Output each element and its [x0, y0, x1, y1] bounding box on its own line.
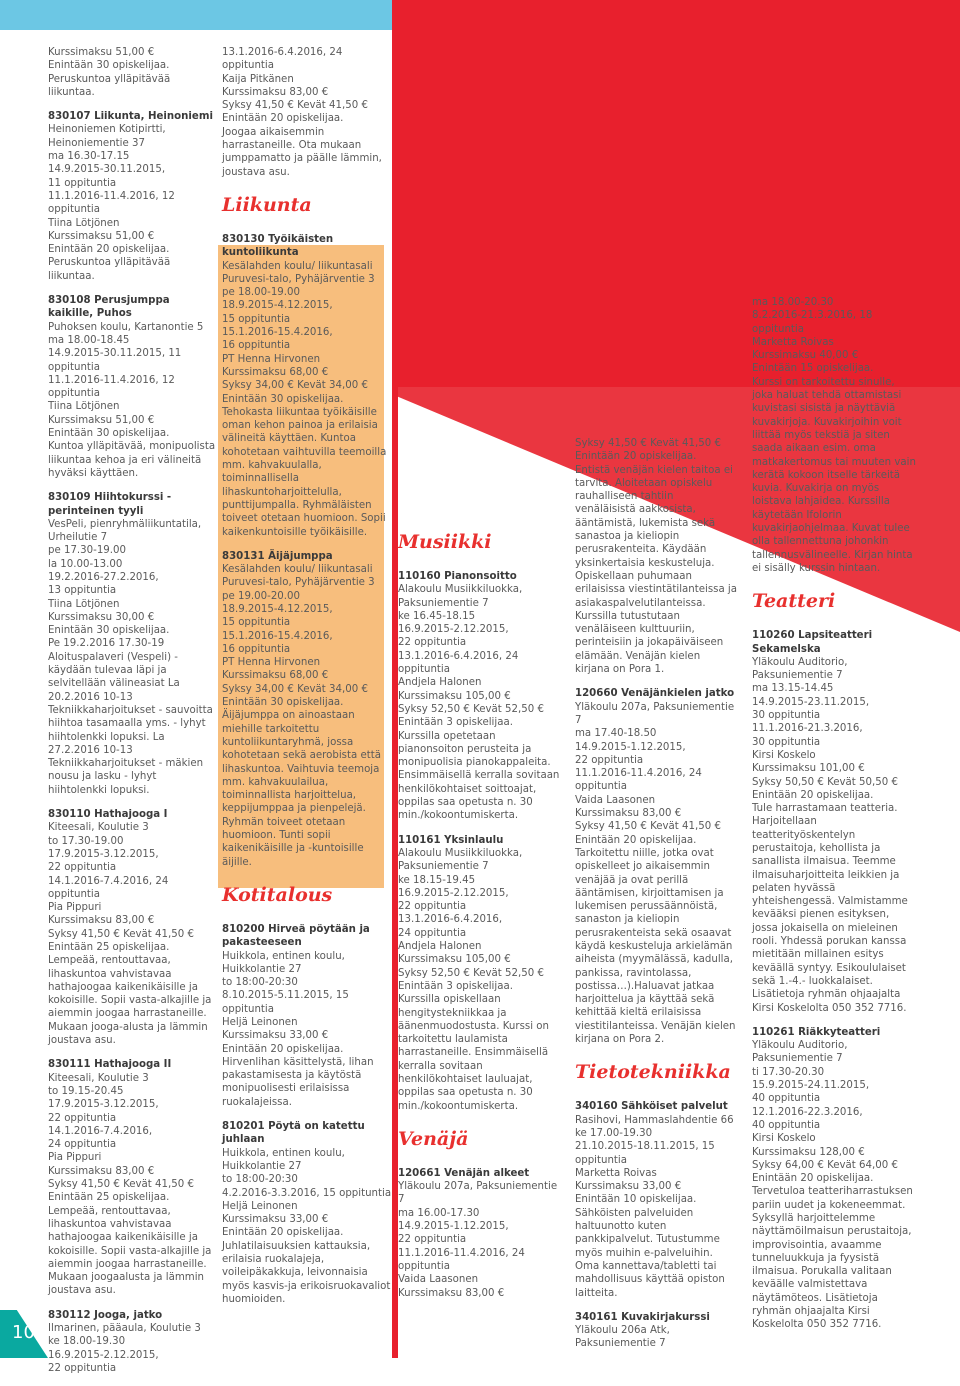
top-blue-bar	[0, 0, 392, 30]
course-title: 110261 Riäkkyteatteri	[752, 1026, 881, 1038]
course-block	[48, 294, 216, 480]
course-title: 340160 Sähköiset palvelut	[575, 1101, 728, 1113]
course-title: 810201 Pöytä on katettu juhlaan	[222, 1121, 365, 1146]
column-4	[575, 437, 737, 1362]
course-body: Puhoksen koulu, Kartanontie 5 ma 18.00-18.45 14.9.2015-30.11.2015, 11 oppituntia 11.1.2016-11.4.2016, 12 oppituntia Tiina Lötjönen Kurssimaksu 51,00 € Enintään 30 opiskelijaa. Kuntoa ylläpitävää, monipuolista liikuntaa kehoa ja eri välineitä hyväksi käyttäen.	[48, 321, 216, 479]
course-body: Alakoulu Musiikkiluokka, Paksuniementie 7 ke 18.15-19.45 16.9.2015-2.12.2015, 22 oppituntia 13.1.2016-6.4.2016, 24 oppituntia Andjela Halonen Kurssimaksu 105,00 € Syksy 52,50 € Kevät 52,50 € Enintään 3 opiskelijaa. Kurssilla opiskellaan hengitystekniikkaa ja äänenmuodostusta. Kurssi on tarkoitettu laulamista harrastaneille. Ensimmäisellä kerralla sovitaan henkilökohtaiset lauluajat, oppilas saa opetusta n. 30 min./kokoontumiskerta.	[398, 847, 549, 1112]
course-block	[222, 550, 392, 869]
course-block	[48, 1058, 216, 1297]
column-1	[48, 46, 216, 1386]
course-title: 120661 Venäjän alkeet	[398, 1167, 530, 1179]
course-body: Huikkola, entinen koulu, Huikkolantie 27 to 18:00-20:30 4.2.2016-3.3.2016, 15 oppituntia Heljä Leinonen Kurssimaksu 33,00 € Enintään 20 opiskelijaa. Juhlatilaisuuksien kattauksia, erilaisia ruokalajeja, voileipäkakkuja, leivonnaisia myös kasvis-ja erikoisruokavaliot huomioiden.	[222, 1147, 392, 1305]
page-number: 10	[12, 1322, 35, 1343]
course-block	[575, 1311, 737, 1351]
course-body: Ilmarinen, pääaula, Koulutie 3 ke 18.00-19.30 16.9.2015-2.12.2015, 22 oppituntia	[48, 1323, 201, 1374]
course-body: Kesälahden koulu/ liikuntasali Puruvesi-talo, Pyhäjärventie 3 pe 19.00-20.00 18.9.2015-4.12.2015, 15 oppituntia 15.1.2016-15.4.2016, 16 oppituntia PT Henna Hirvonen Kurssimaksu 68,00 € Syksy 34,00 € Kevät 34,00 € Enintään 30 opiskelijaa. Äijäjumppa on ainoastaan miehille tarkoitettu kuntoliikuntaryhmä, jossa kohotetaan sekä aerobista että lihaskuntoa. Vaihtuvia teemoja mm. kahvakuulailua, toiminnallista harjoittelua, keppijumppaa ja pienpelejä. Ryhmän toiveet otetaan huomioon. Tunti sopii kaikenikäisille ja -kuntoisille äijille.	[222, 564, 381, 868]
course-title: 830109 Hiihtokurssi - perinteinen tyyli	[48, 492, 172, 517]
course-title: 120660 Venäjänkielen jatko	[575, 688, 735, 700]
course-block	[752, 296, 917, 575]
course-body: Yläkoulu 207a, Paksuniementie 7 ma 17.40-18.50 14.9.2015-1.12.2015, 22 oppituntia 11.1.2016-11.4.2016, 24 oppituntia Vaida Laasonen Kurssimaksu 83,00 € Syksy 41,50 € Kevät 41,50 € Enintään 20 opiskelijaa. Tarkoitettu niille, jotka ovat opiskelleet jo aikaisemmin venäjää ja ovat perillä ääntämisen, kirjoittamisen ja lukemisen perussäännöistä, sanaston ja kieliopin perusrakenteista sekä osaavat käydä keskusteluja arkielämän aiheista (myymälässä, kadulla, pankissa, ravintolassa, postissa…).Haluavat jatkaa harjoittelua ja käyttää sekä kehittää kieltä erilaisissa viestitilanteissa. Venäjän kielen kirjana on Pora 2.	[575, 701, 736, 1046]
course-body: Heinoniemen Kotipirtti, Heinoniementie 37 ma 16.30-17.15 14.9.2015-30.11.2015, 11 oppituntia 11.1.2016-11.4.2016, 12 oppituntia Tiina Lötjönen Kurssimaksu 51,00 € Enintään 20 opiskelijaa. Peruskuntoa ylläpitävää liikuntaa.	[48, 124, 175, 282]
course-block	[575, 687, 737, 1046]
course-title: 810200 Hirveä pöytään ja pakasteeseen	[222, 923, 370, 949]
course-title: 830108 Perusjumppa kaikille, Puhos	[48, 295, 170, 320]
course-block	[222, 1120, 392, 1306]
course-title: 340161 Kuvakirjakurssi	[575, 1311, 710, 1323]
section-heading-musiikki: Musiikki	[398, 531, 492, 553]
course-title: 830112 Jooga, jatko	[48, 1309, 163, 1321]
course-block	[398, 570, 563, 823]
course-block	[48, 491, 216, 797]
course-body: Kiteesali, Koulutie 3 to 19.15-20.45 17.9.2015-3.12.2015, 22 oppituntia 14.1.2016-7.4.2016, 24 oppituntia Pia Pippuri Kurssimaksu 83,00 € Syksy 41,50 € Kevät 41,50 € Enintään 25 opiskelijaa. Lempeää, rentouttavaa, lihaskuntoa vahvistavaa hathajoogaa kaikenikäisille ja kokoisille. Sopii vasta-alkajille ja aiemmin joogaa harrastaneille. Mukaan joogaalusta ja lämmin joustava asu.	[48, 1072, 212, 1297]
course-block	[398, 834, 563, 1113]
course-body: Kesälahden koulu/ liikuntasali Puruvesi-talo, Pyhäjärventie 3 pe 18.00-19.00 18.9.2015-4.12.2015, 15 oppituntia 15.1.2016-15.4.2016, 16 oppituntia PT Henna Hirvonen Kurssimaksu 68,00 € Syksy 34,00 € Kevät 34,00 € Enintään 30 opiskelijaa. Tehokasta liikuntaa työikäisille oman kehon painoa ja erilaisia välineitä käyttäen. Kuntoa kohotetaan vaihtuvilla teemoilla mm. kahvakuulalla, toiminnallisella lihaskuntoharjoittelulla, punttijumpalla. Ryhmäläisten toiveet otetaan huomioon. Sopii kaikenkuntoisille työikäisille.	[222, 260, 387, 538]
course-title: 830111 Hathajooga II	[48, 1059, 172, 1071]
course-block	[222, 923, 392, 1109]
section-heading-venaja: Venäjä	[398, 1127, 469, 1150]
course-body: 13.1.2016-6.4.2016, 24 oppituntia Kaija Pitkänen Kurssimaksu 83,00 € Syksy 41,50 € Kevät 41,50 € Enintään 20 opiskelijaa. Joogaa aikaisemmin harrastaneille. Ota mukaan jumppamatto ja päälle lämmin, joustava asu.	[222, 47, 382, 178]
course-title: 830107 Liikunta, Heinoniemi	[48, 111, 213, 123]
course-block	[222, 233, 392, 539]
course-body: Kiteesali, Koulutie 3 to 17.30-19.00 17.9.2015-3.12.2015, 22 oppituntia 14.1.2016-7.4.2016, 24 oppituntia Pia Pippuri Kurssimaksu 83,00 € Syksy 41,50 € Kevät 41,50 € Enintään 25 opiskelijaa. Lempeää, rentouttavaa, lihaskuntoa vahvistavaa hathajoogaa kaikenikäisille ja kokoisille. Sopii vasta-alkajille ja aiemmin joogaa harrastaneille. Mukaan jooga-alusta ja lämmin joustava asu.	[48, 822, 212, 1047]
course-block	[48, 1309, 216, 1375]
course-body: Rasihovi, Hammaslahdentie 66 ke 17.00-19.30 21.10.2015-18.11.2015, 15 oppituntia Marketta Roivas Kurssimaksu 33,00 € Enintään 10 opiskelijaa. Sähköisten palveluiden haltuunotto kuten pankkipalvelut. Tutustumme myös muihin e-palveluihin. Oma kannettava/tabletti tai mahdollisuus käyttää opiston laitteita.	[575, 1114, 734, 1299]
course-body: Syksy 41,50 € Kevät 41,50 € Enintään 20 opiskelijaa. Entistä venäjän kielen taitoa ei tarvita. Aloitetaan opiskelu rauhalliseen tahtiin venäläisistä aakkosista, ääntämistä, lukemista sekä sanastoa ja kieliopin perusrakenteita. Käydään yksinkertaisia keskusteluja. Opiskellaan puhumaan erilaisissa viestintätilanteissa ja asiakaspalvelutilanteissa. Kurssilla tutustutaan venäläiseen kulttuuriin, perinteisiin ja jokapäiväiseen elämään. Venäjän kielen kirjana on Pora 1.	[575, 438, 737, 676]
section-heading-liikunta: Liikunta	[222, 193, 312, 216]
course-block	[222, 46, 392, 179]
course-block	[48, 808, 216, 1047]
section-heading-kotitalous: Kotitalous	[222, 883, 333, 906]
course-block	[48, 110, 216, 283]
course-title: 110160 Pianonsoitto	[398, 571, 517, 582]
course-body: Yläkoulu Auditorio, Paksuniementie 7 ti 17.30-20.30 15.9.2015-24.11.2015, 40 oppituntia 12.1.2016-22.3.2016, 40 oppituntia Kirsi Koskelo Kurssimaksu 128,00 € Syksy 64,00 € Kevät 64,00 € Enintään 20 opiskelijaa. Tervetuloa teatteriharrastuksen pariin uudet ja kokeneemmat. Syksyllä harjoittelemme näyttämöilmaisun perustaitoja, improvisointia, avaamme tunneluukkuja ja fyysistä ilmaisua. Porukalla valitaan keväälle valmistettava näytämöteos. Lisätietoja ryhmän ohjaajalta Kirsi Koskelolta 050 352 7716.	[752, 1040, 913, 1331]
column-3	[398, 530, 563, 1311]
section-heading-tietotekniikka: Tietotekniikka	[575, 1061, 731, 1084]
course-title: 830110 Hathajooga I	[48, 809, 168, 821]
course-body: Huikkola, entinen koulu, Huikkolantie 27 to 18:00-20:30 8.10.2015-5.11.2015, 15 oppituntia Heljä Leinonen Kurssimaksu 33,00 € Enintään 20 opiskelijaa. Hirvenlihan käsittelystä, lihan pakastamisesta ja käytöstä monipuolisesti erilaisissa ruokalajeissa.	[222, 950, 374, 1108]
course-title: 110161 Yksinlaulu	[398, 834, 504, 846]
course-block	[752, 629, 917, 1015]
course-block	[575, 437, 737, 676]
course-body: Yläkoulu 206a Atk, Paksuniementie 7	[575, 1325, 670, 1350]
course-body: Kurssimaksu 51,00 € Enintään 30 opiskelijaa. Peruskuntoa ylläpitävää liikuntaa.	[48, 47, 171, 98]
course-body: Alakoulu Musiikkiluokka, Paksuniementie 7 ke 16.45-18.15 16.9.2015-2.12.2015, 22 oppituntia 13.1.2016-6.4.2016, 24 oppituntia Andjela Halonen Kurssimaksu 105,00 € Syksy 52,50 € Kevät 52,50 € Enintään 3 opiskelijaa. Kurssilla opetetaan pianonsoiton perusteita ja monipuolisia pianokappaleita. Ensimmäisellä kerralla sovitaan henkilökohtaiset soittoajat, oppilas saa opetusta n. 30 min./kokoontumiskerta.	[398, 584, 560, 822]
course-block	[575, 1100, 737, 1299]
course-body: Yläkoulu 207a, Paksuniementie 7 ma 16.00-17.30 14.9.2015-1.12.2015, 22 oppituntia 11.1.2016-11.4.2016, 24 oppituntia Vaida Laasonen Kurssimaksu 83,00 €	[398, 1181, 558, 1299]
course-block	[48, 46, 216, 99]
course-title: 830130 Työikäisten kuntoliikunta	[222, 233, 334, 259]
course-block	[398, 1167, 563, 1300]
course-body: ma 18.00-20.30 8.2.2016-21.3.2016, 18 oppituntia Marketta Roivas Kurssimaksu 40,00 € Enintään 15 opiskelijaa. Kurssi on tarkoitettu sinulle, joka haluat tehdä ottamistasi kuvistasi sisistä ja näyttäviä kuvakirjoja. Kuvakirjoihin voit liittää myös tekstiä ja siten saada aikaan esim. oma matkakertomus tai muuten vain kerätä kokoon itselle tärkeitä kuvia. Kuvakirja on myös loistava lahjaidea. Kurssilla käytetään Ifolorin kuvakirjaohjelmaa. Kuvat tulee olla tallennettuna johonkin tallennusvälineelle. Kirjan hinta ei sisälly kurssin hintaan.	[752, 297, 916, 574]
column-5	[752, 296, 917, 1343]
column-2	[222, 46, 392, 1317]
section-heading-teatteri: Teatteri	[752, 590, 836, 613]
course-body: Yläkoulu Auditorio, Paksuniementie 7 ma 13.15-14.45 14.9.2015-23.11.2015, 30 oppituntia 11.1.2016-21.3.2016, 30 oppituntia Kirsi Koskelo Kurssimaksu 101,00 € Syksy 50,50 € Kevät 50,50 € Enintään 20 opiskelijaa. Tule harrastamaan teatteria. Harjoitellaan teatterityöskentelyn perustaitoja, kehollista ja sanallista ilmaisua. Teemme ilmaisuharjoitteita leikkien ja pelaten hyvässä yhteishengessä. Valmistamme kevääksi pienen esityksen, jossa jokaisella on mieleinen rooli. Yhdessä porukan kanssa mietitään millainen esitys keväällä syntyy. Esikoululaiset sekä 1.-4.- luokkalaiset. Lisätietoja ryhmän ohjaajalta Kirsi Koskelolta 050 352 7716.	[752, 656, 908, 1014]
course-body: VesPeli, pienryhmäliikuntatila, Urheilutie 7 pe 17.30-19.00 la 10.00-13.00 19.2.2016-27.2.2016, 13 oppituntia Tiina Lötjönen Kurssimaksu 30,00 € Enintään 30 opiskelijaa. Pe 19.2.2016 17.30-19 Aloituspalaveri (Vespeli) - käydään tulevaa läpi ja selvitellään välineasiat La 20.2.2016 10-13 Tekniikkaharjoitukset - sauvoitta hiihtoa tasamaalla yms. - lyhyt hiihtolenkki lopuksi. La 27.2.2016 10-13 Tekniikkaharjoitukset - mäkien nousu ja lasku - lyhyt hiihtolenkki lopuksi.	[48, 518, 213, 796]
course-title: 110260 Lapsiteatteri Sekamelska	[752, 630, 873, 655]
course-title: 830131 Äijäjumppa	[222, 550, 333, 562]
course-block	[752, 1026, 917, 1332]
